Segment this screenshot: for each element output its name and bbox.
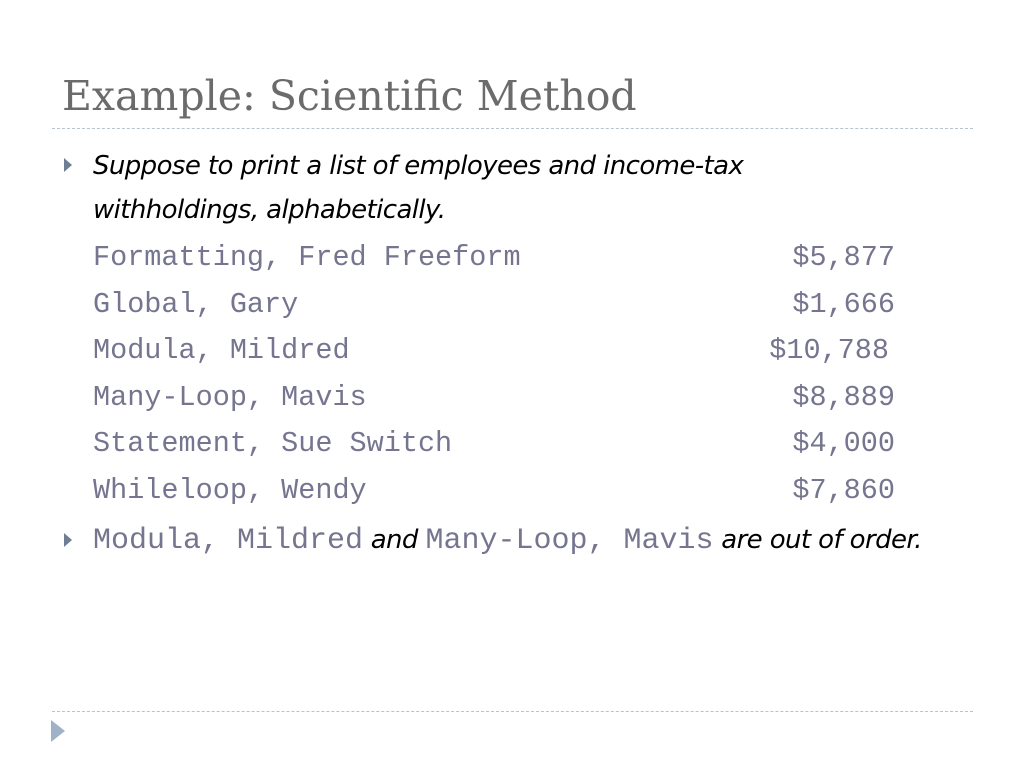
employee-name: Formatting, Fred Freeform — [93, 241, 521, 274]
employee-name: Statement, Sue Switch — [93, 427, 453, 460]
title-divider — [52, 128, 973, 129]
employee-row — [93, 376, 895, 423]
triangle-footer-icon — [51, 720, 65, 742]
employee-row — [93, 283, 895, 330]
bullet-text-conclusion — [93, 518, 953, 563]
footer-divider — [52, 711, 973, 712]
employee-amount: $4,000 — [792, 427, 895, 460]
triangle-bullet-icon — [64, 158, 72, 172]
employee-name: Modula, Mildred — [93, 334, 350, 367]
slide-title: Example: Scientific Method — [62, 72, 637, 120]
employee-amount: $1,666 — [792, 287, 895, 321]
employee-row — [93, 422, 895, 469]
employee-amount: $7,860 — [792, 473, 895, 507]
employee-name: Whileloop, Wendy — [93, 473, 367, 507]
employee-amount: $10,788 — [769, 334, 889, 367]
employee-row — [93, 329, 895, 376]
employee-list — [93, 236, 895, 515]
employee-name: Global, Gary — [93, 287, 299, 321]
bullet-text-out-of-order: are out of order. — [721, 525, 922, 555]
triangle-bullet-icon — [64, 533, 72, 547]
employee-amount: $8,889 — [792, 380, 895, 414]
employee-row — [93, 236, 895, 283]
bullet-text-intro: Suppose to print a list of employees and income-tax withholdings, alphabetically. — [93, 151, 744, 225]
code-name-modula: Modula, Mildred — [93, 524, 364, 558]
employee-row — [93, 469, 895, 516]
employee-amount: $5,877 — [792, 241, 895, 274]
code-name-many-loop: Many-Loop, Mavis — [425, 524, 714, 558]
employee-name: Many-Loop, Mavis — [93, 380, 367, 414]
bullet-text-and: and — [370, 525, 418, 555]
